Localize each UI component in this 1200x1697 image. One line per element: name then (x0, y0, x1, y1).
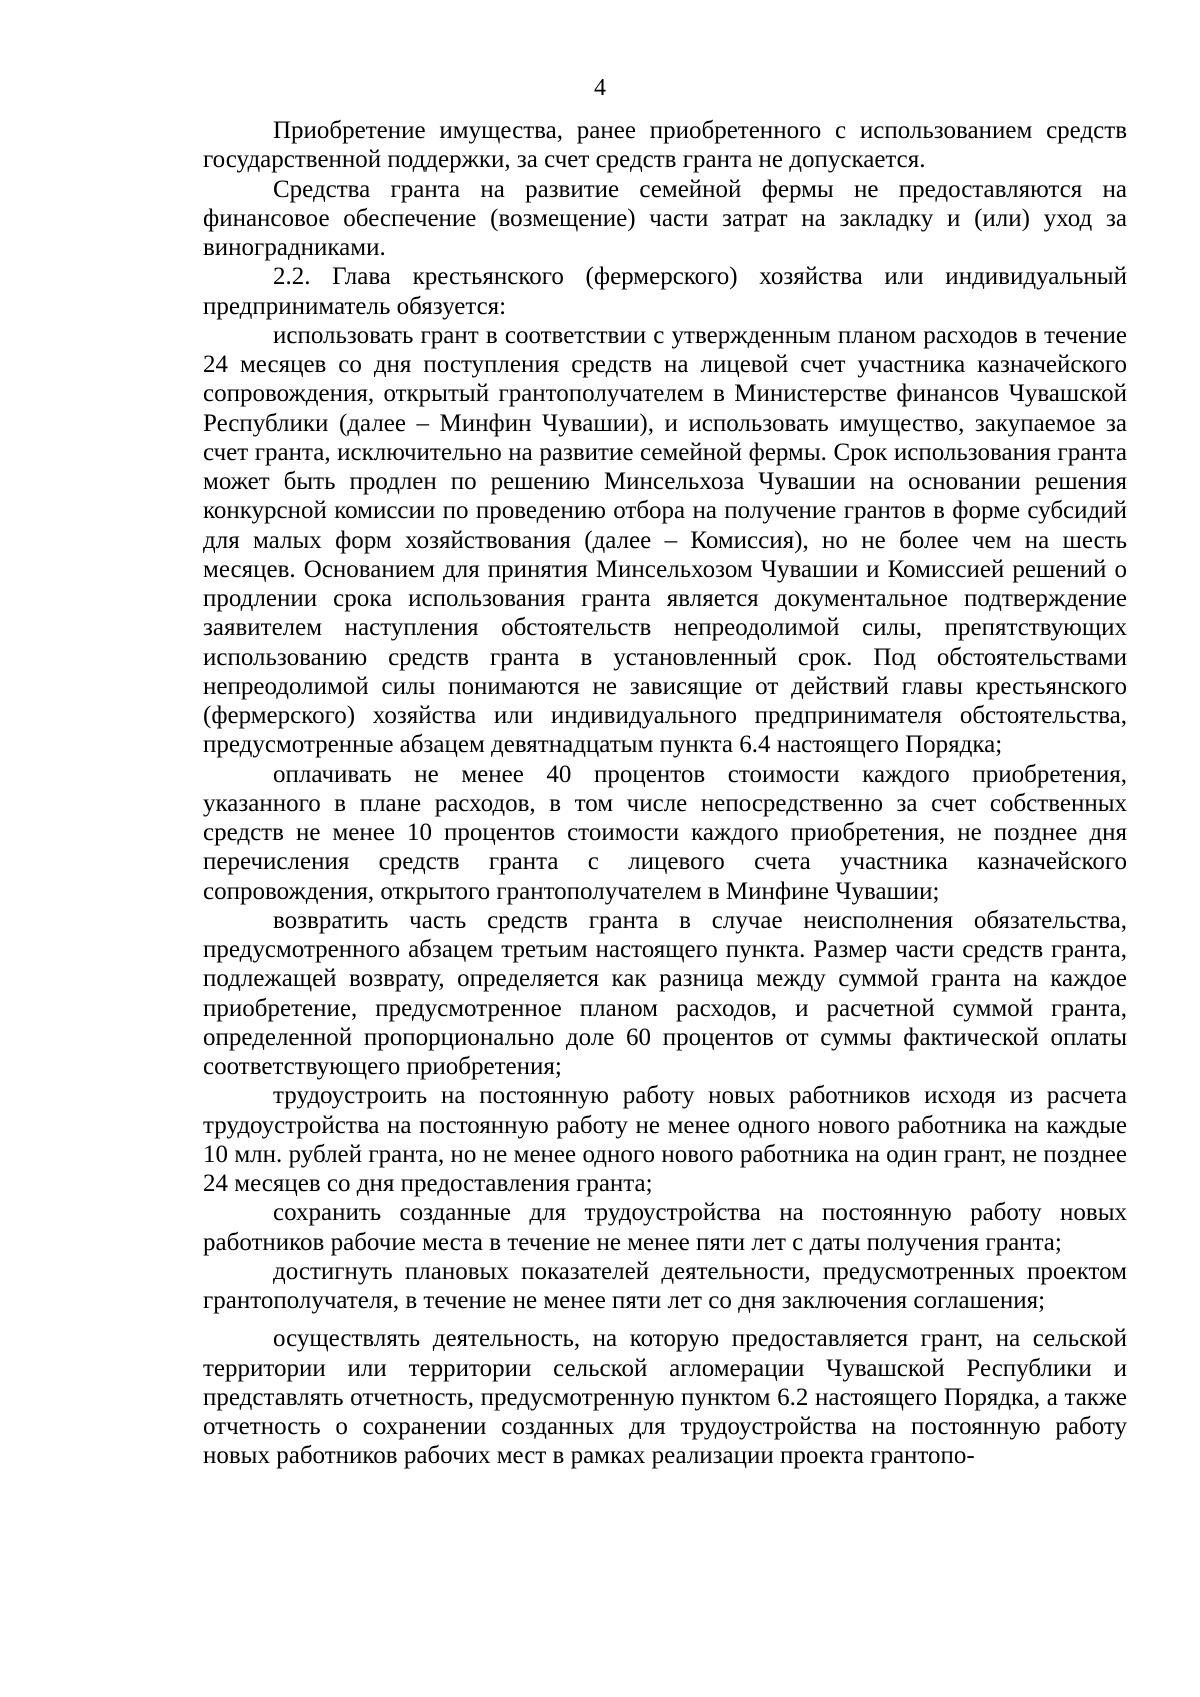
paragraph: Приобретение имущества, ранее приобретенного с использованием средств государственной поддержки, за счет средств гранта не допускается. (203, 117, 1127, 174)
paragraph: трудоустроить на постоянную работу новых работников исходя из расчета трудоустройства на постоянную работу не менее одного нового работника на каждые 10 млн. рублей гранта, но не менее одного нового работника на один грант, не позднее 24 месяцев со дня предоставления гранта; (203, 1082, 1127, 1197)
page-number: 4 (594, 75, 606, 101)
paragraph: оплачивать не менее 40 процентов стоимости каждого приобретения, указанного в плане расходов, в том числе непосредственно за счет собственных средств не менее 10 процентов стоимости каждого приобретения, не позднее дня перечисления средств гранта с лицевого счета участника казначейского сопровождения, открытого грантополучателем в Минфине Чувашии; (203, 760, 1127, 905)
paragraph: использовать грант в соответствии с утвержденным планом расходов в течение 24 месяцев со дня поступления средств на лицевой счет участника казначейского сопровождения, открытый грантополучателем в Министерстве финансов Чувашской Республики (далее – Минфин Чувашии), и использовать имущество, закупаемое за счет гранта, исключительно на развитие семейной фермы. Срок использования гранта может быть продлен по решению Минсельхоза Чувашии на основании решения конкурсной комиссии по проведению отбора на получение грантов в форме субсидий для малых форм хозяйствования (далее – Комиссия), но не более чем на шесть месяцев. Основанием для принятия Минсельхозом Чувашии и Комиссией решений о продлении срока использования гранта является документальное подтверждение заявителем наступления обстоятельств непреодолимой силы, препятствующих использованию средств гранта в установленный срок. Под обстоятельствами непреодолимой силы понимаются не зависящие от действий главы крестьянского (фермерского) хозяйства или индивидуального предпринимателя обстоятельства, предусмотренные абзацем девятнадцатым пункта 6.4 настоящего Порядка; (203, 321, 1127, 759)
paragraph: достигнуть плановых показателей деятельности, предусмотренных проектом грантополучателя, в течение не менее пяти лет со дня заключения соглашения; (203, 1257, 1127, 1314)
paragraph: возвратить часть средств гранта в случае неисполнения обязательства, предусмотренного абзацем третьим настоящего пункта. Размер части средств гранта, подлежащей возврату, определяется как разница между суммой гранта на каждое приобретение, предусмотренное планом расходов, и расчетной суммой гранта, определенной пропорционально доле 60 процентов от суммы фактической оплаты соответствующего приобретения; (203, 906, 1127, 1080)
paragraph: 2.2. Глава крестьянского (фермерского) хозяйства или индивидуальный предприниматель обязуется: (203, 263, 1127, 320)
paragraph: Средства гранта на развитие семейной фермы не предоставляются на финансовое обеспечение (возмещение) части затрат на закладку и (или) уход за виноградниками. (203, 175, 1127, 261)
paragraph: осуществлять деятельность, на которую предоставляется грант, на сельской территории или территории сельской агломерации Чувашской Республики и представлять отчетность, предусмотренную пунктом 6.2 настоящего Порядка, а также отчетность о сохранении созданных для трудоустройства на постоянную работу новых работников рабочих мест в рамках реализации проекта грантопо- (203, 1325, 1127, 1470)
paragraph: сохранить созданные для трудоустройства на постоянную работу новых работников рабочие места в течение не менее пяти лет с даты получения гранта; (203, 1199, 1127, 1256)
document-body (203, 116, 1127, 1471)
